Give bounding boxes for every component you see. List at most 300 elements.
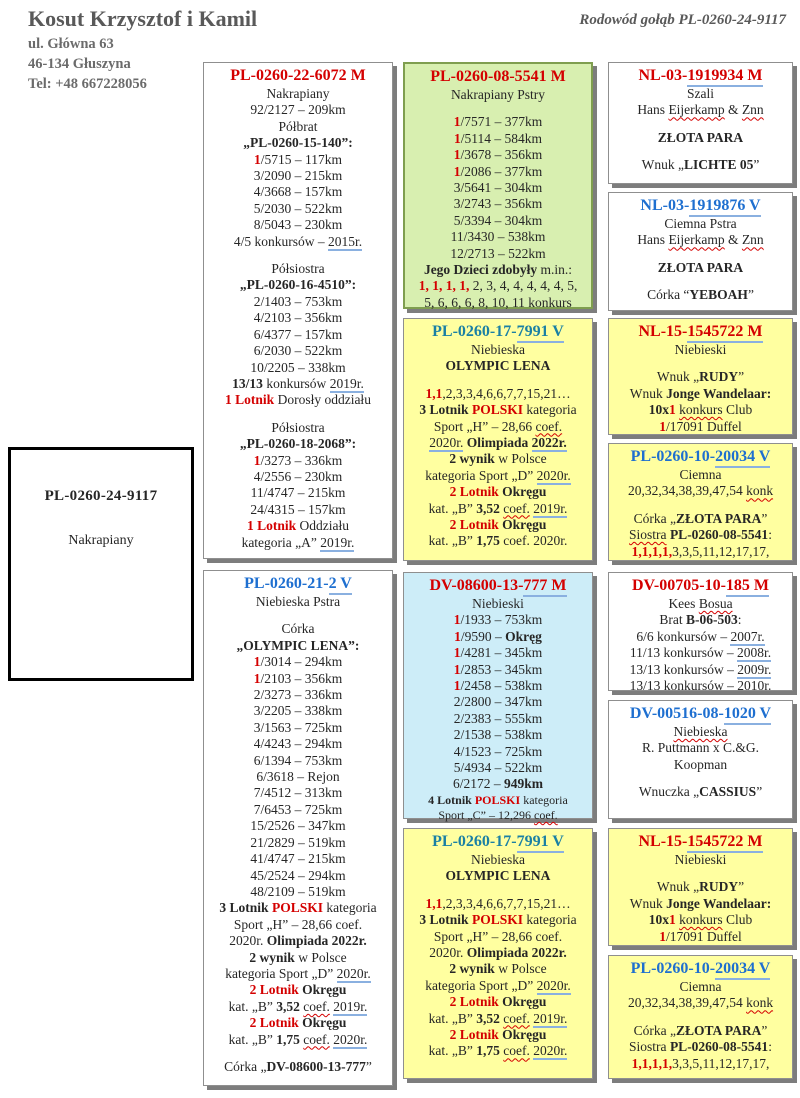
text-line — [611, 724, 790, 740]
text-segment: 2007r. — [730, 628, 765, 644]
text-segment: 185 M — [726, 577, 769, 597]
text-segment: NL-03- — [638, 67, 688, 84]
text-segment: 2020r. — [429, 945, 467, 961]
text-line — [206, 502, 390, 518]
text-segment: /17091 Duffel — [665, 928, 742, 944]
text-line — [206, 736, 390, 752]
text-segment: Niebieski — [472, 596, 524, 611]
text-line — [407, 180, 589, 196]
pedigree-box-PL-0260-10-20034-bottom — [608, 955, 793, 1079]
text-line — [406, 727, 590, 743]
text-line — [611, 544, 790, 560]
text-segment: kategoria — [522, 912, 577, 928]
text-segment: konkursów — [262, 375, 330, 391]
text-segment: 1 — [253, 151, 261, 167]
text-line — [406, 612, 590, 628]
text-segment: ” — [747, 287, 754, 303]
text-line — [611, 287, 790, 303]
text-segment: 1 — [659, 418, 666, 434]
text-line — [206, 409, 390, 420]
text-segment: coef. — [303, 1031, 330, 1047]
text-segment: Niebieska — [471, 342, 525, 357]
text-segment: Wnuk — [629, 895, 667, 911]
text-segment: 1919876 V — [689, 197, 760, 217]
text-segment: YEBOAH — [689, 287, 748, 303]
text-line — [406, 760, 590, 776]
text-segment: : — [737, 612, 742, 628]
text-line — [406, 994, 590, 1010]
text-line — [406, 912, 590, 928]
text-segment: Półsiostra — [271, 419, 325, 435]
text-segment: ZŁOTA PARA — [675, 1022, 762, 1038]
text-line — [206, 294, 390, 310]
text-segment: Okręgu — [498, 484, 547, 500]
text-line — [611, 369, 790, 385]
text-segment: Ciemna Pstra — [664, 216, 737, 231]
box-title — [406, 322, 590, 342]
text-segment: 3/2743 – 356km — [453, 196, 543, 212]
text-segment: Sport „H” – 28,66 coef. — [433, 928, 563, 944]
text-segment: Jonge Wandelaar: — [666, 385, 772, 401]
box-body — [611, 86, 790, 174]
text-segment: Koopman — [673, 756, 728, 772]
text-segment: 1 — [453, 645, 461, 661]
text-segment: /3273 – 336km — [260, 452, 343, 468]
text-segment: LICHTE 05 — [683, 157, 754, 173]
text-segment: 1 — [668, 402, 676, 418]
text-segment: 2 Lotnik — [449, 994, 499, 1010]
text-segment: 20034 V — [715, 448, 770, 468]
text-segment: 3,3,5,11,12,17,17, — [672, 1055, 770, 1071]
text-segment: 11/13 konkursów – — [629, 645, 737, 661]
text-segment: 2 wynik — [449, 961, 495, 977]
text-segment: ,2,3,3,4,6,6,7,7,15,21… — [442, 385, 571, 401]
text-line — [611, 527, 790, 543]
text-line — [406, 468, 590, 484]
text-line — [206, 518, 390, 534]
text-line — [206, 966, 390, 982]
text-line — [206, 119, 390, 135]
text-line — [611, 1012, 790, 1023]
text-segment: 2020r. — [336, 965, 371, 981]
text-segment: NL-15- — [638, 323, 688, 340]
text-segment: kat. „B” — [228, 998, 277, 1014]
text-segment: ” — [761, 510, 768, 526]
text-segment: DV-08600-13-777 — [266, 1058, 366, 1074]
text-segment: POLSKI — [474, 792, 521, 807]
subject-color: Nakrapiany — [68, 533, 134, 548]
text-segment: kategoria — [522, 402, 577, 418]
text-line — [611, 596, 790, 612]
box-title — [406, 832, 590, 852]
box-title — [206, 574, 390, 594]
text-segment: Wnuk — [629, 385, 667, 401]
text-segment: Wnuk „ — [641, 157, 684, 173]
text-segment: 777 M — [523, 577, 566, 597]
text-segment: 7991 V — [517, 323, 564, 343]
text-line — [206, 610, 390, 621]
pedigree-box-PL-0260-17-7991-top — [403, 318, 593, 561]
text-segment: 2020r. — [536, 467, 571, 483]
text-segment: Sport „C” – 12,296 — [438, 807, 534, 822]
text-segment: /1933 – 753km — [460, 612, 543, 628]
text-segment: /7571 – 377km — [460, 114, 543, 130]
text-segment: : — [768, 1039, 772, 1055]
text-line — [206, 535, 390, 551]
text-segment: kat. „B” — [428, 1010, 477, 1026]
text-segment: RUDY — [699, 879, 739, 895]
text-segment: Sport „H” – 28,66 coef. — [233, 916, 363, 932]
text-segment: 3/2090 – 215km — [253, 168, 343, 184]
text-segment: 13/13 — [232, 375, 263, 391]
text-line — [611, 402, 790, 418]
text-line — [206, 687, 390, 703]
text-segment: 5, 6, 6, 6, 8, 10, 11 konkurs — [424, 294, 572, 310]
text-segment: 1, 1, 1, 1, — [418, 278, 470, 294]
box-body — [406, 342, 590, 550]
text-line — [407, 213, 589, 229]
text-line — [407, 131, 589, 147]
text-segment: Córka „ — [633, 1022, 676, 1038]
text-line — [611, 119, 790, 130]
text-segment: konk — [746, 995, 774, 1011]
text-segment: Niebieska Pstra — [255, 594, 341, 609]
text-segment: 2020r. — [333, 1031, 368, 1047]
text-line — [406, 961, 590, 977]
text-segment: & — [724, 102, 742, 118]
text-segment: /2086 – 377km — [460, 163, 543, 179]
text-line — [611, 419, 790, 435]
text-segment: 2015r. — [327, 233, 363, 249]
text-segment: 2 Lotnik — [249, 1015, 299, 1031]
text-segment: OLYMPIC LENA — [445, 358, 551, 374]
text-segment: 2020r. — [229, 933, 267, 949]
text-segment: 3/5641 – 304km — [453, 180, 543, 196]
text-line — [206, 469, 390, 485]
text-segment: 1 — [253, 452, 261, 468]
text-line — [206, 327, 390, 343]
text-segment: 1,1 — [425, 895, 443, 911]
text-segment: 1 Lotnik — [225, 392, 275, 408]
text-segment: kategoria — [520, 792, 568, 807]
text-segment: 2019r. — [533, 1010, 568, 1026]
text-segment: 10x — [648, 402, 669, 418]
pedigree-box-NL-15-1545722-top — [608, 318, 793, 435]
owner-name: Kosut Krzysztof i Kamil — [28, 6, 258, 31]
text-segment: PL-0260-17- — [432, 323, 517, 340]
text-segment: Eijerkamp — [668, 232, 725, 248]
box-body — [206, 86, 390, 551]
text-line — [406, 517, 590, 533]
text-segment: POLSKI — [271, 900, 323, 916]
text-segment: 2020r. — [533, 1043, 568, 1059]
text-segment: 2/1538 – 538km — [453, 727, 543, 743]
text-segment: Jonge Wandelaar: — [666, 895, 772, 911]
text-segment: 3,52 — [276, 998, 300, 1014]
text-segment: Wnuk „ — [656, 879, 700, 895]
text-segment: kat. „B” — [428, 533, 477, 549]
text-segment: Niebieski — [674, 342, 727, 357]
text-line — [206, 436, 390, 452]
text-segment: 1545722 M — [687, 833, 762, 853]
text-segment: Ciemna — [679, 979, 722, 994]
pedigree-box-NL-15-1545722-bottom — [608, 828, 793, 946]
text-segment: CASSIUS — [699, 784, 757, 800]
text-line — [406, 533, 590, 549]
text-line — [611, 157, 790, 173]
text-segment: Niebieska — [471, 852, 525, 867]
text-line — [206, 201, 390, 217]
text-segment: 2 Lotnik — [449, 517, 499, 533]
text-segment: 12/2713 – 522km — [450, 245, 546, 261]
text-segment: „PL-0260-15-140”: — [243, 135, 353, 151]
text-segment: 1,75 — [476, 533, 500, 549]
text-line — [406, 776, 590, 792]
text-segment: PL-0260-10- — [630, 960, 716, 977]
text-segment: POLSKI — [471, 912, 523, 928]
text-segment: POLSKI — [471, 402, 523, 418]
text-segment: ” — [365, 1058, 372, 1074]
text-segment: /17091 Duffel — [665, 418, 742, 434]
text-line — [611, 879, 790, 895]
box-body — [206, 594, 390, 1075]
text-line — [206, 638, 390, 654]
text-line — [406, 1043, 590, 1059]
text-segment: konkurs — [679, 912, 723, 928]
text-segment: 10/2205 – 338km — [250, 359, 346, 375]
text-line — [406, 744, 590, 760]
text-segment: Wnuk „ — [656, 369, 700, 385]
text-segment: 2, 3, 4, 4, 4, 4, 4, 5, — [469, 278, 578, 294]
text-segment: 7/4512 – 313km — [253, 785, 343, 801]
text-segment: 11/3430 – 538km — [450, 229, 546, 245]
text-segment: : — [768, 527, 772, 543]
text-line — [206, 982, 390, 998]
text-line — [407, 196, 589, 212]
text-segment: 4/4243 – 294km — [253, 736, 343, 752]
text-line — [406, 435, 590, 451]
text-segment: 2/2800 – 347km — [453, 694, 543, 710]
text-segment: 2 Lotnik — [449, 484, 499, 500]
box-body — [611, 596, 790, 694]
box-title — [611, 66, 790, 86]
text-segment: 2 wynik — [449, 451, 495, 467]
text-segment: Olimpiada 2022r. — [466, 945, 567, 961]
text-line — [611, 773, 790, 784]
text-segment: 2 Lotnik — [449, 1027, 499, 1043]
text-line — [406, 484, 590, 500]
text-segment: 1 — [253, 670, 261, 686]
text-segment: Wnuczka „ — [638, 784, 700, 800]
text-line — [611, 868, 790, 879]
text-segment: kat. „B” — [228, 1031, 277, 1047]
text-segment: m.in.: — [537, 262, 573, 278]
text-segment: 5/4934 – 522km — [453, 760, 543, 776]
text-segment: coef. — [503, 500, 530, 516]
text-segment: Bosua — [698, 596, 733, 611]
text-segment: coef. 2020r. — [499, 533, 568, 549]
text-line — [206, 720, 390, 736]
text-line — [611, 612, 790, 628]
text-line — [206, 86, 390, 102]
text-line — [206, 884, 390, 900]
text-line — [611, 1023, 790, 1039]
text-segment: 45/2524 – 294km — [250, 867, 346, 883]
text-segment: 15/2526 – 347km — [250, 818, 346, 834]
text-segment: Olimpiada — [466, 435, 532, 451]
text-segment: 5/3394 – 304km — [453, 212, 543, 228]
text-line — [206, 1059, 390, 1075]
text-line — [611, 249, 790, 260]
box-title — [206, 66, 390, 86]
text-segment: 1020 V — [724, 705, 771, 725]
text-line — [406, 645, 590, 661]
text-segment: ” — [753, 157, 760, 173]
text-segment: 1 — [453, 147, 461, 163]
text-segment: Okręgu — [498, 517, 547, 533]
text-segment: 41/4747 – 215km — [250, 851, 346, 867]
text-line — [206, 420, 390, 436]
text-line — [406, 694, 590, 710]
owner-address-city: 46-134 Głuszyna — [28, 56, 131, 72]
box-title — [611, 832, 790, 852]
text-line — [611, 662, 790, 678]
pedigree-box-NL-03-1919876 — [608, 192, 793, 311]
text-line — [406, 342, 590, 358]
text-segment: w Polsce — [494, 451, 547, 467]
text-segment: 7991 V — [517, 833, 564, 853]
box-body — [611, 216, 790, 304]
text-segment: 2 Lotnik — [249, 982, 299, 998]
text-segment: Jego Dzieci zdobyły — [423, 262, 538, 278]
text-segment: PL-0260-22-6072 M — [230, 67, 366, 84]
pedigree-box-DV-00516-08-1020 — [608, 700, 793, 819]
text-segment: ZŁOTA PARA — [657, 259, 744, 275]
text-segment: /5114 – 584km — [460, 130, 542, 146]
text-line — [206, 152, 390, 168]
box-body — [611, 724, 790, 801]
text-segment: 2 V — [329, 575, 352, 595]
box-title — [406, 576, 590, 596]
text-segment: PL-0260-10- — [630, 448, 716, 465]
text-segment: 8/5043 – 230km — [253, 217, 343, 233]
text-line — [206, 102, 390, 118]
text-segment: kategoria Sport „D” — [425, 977, 537, 993]
text-segment: Niebieska — [673, 724, 728, 739]
text-segment: kategoria „A” — [241, 534, 321, 550]
text-line — [206, 485, 390, 501]
text-segment: 1545722 M — [687, 323, 762, 343]
text-segment: Półsiostra — [271, 261, 325, 277]
text-segment: coef. — [503, 1043, 530, 1059]
text-segment: R. Puttmann x C.&G. — [641, 740, 759, 756]
text-segment: 3,52 — [476, 1010, 500, 1026]
text-segment: Hans — [637, 102, 669, 118]
text-line — [407, 262, 589, 278]
text-segment: /5715 – 117km — [260, 151, 342, 167]
text-line — [206, 250, 390, 261]
text-line — [611, 645, 790, 661]
text-segment: 3 Lotnik — [419, 402, 472, 418]
text-line — [206, 217, 390, 233]
pedigree-box-DV-00705-10-185 — [608, 572, 793, 694]
text-segment: Club — [722, 402, 753, 418]
text-line — [611, 896, 790, 912]
text-segment: kat. „B” — [428, 500, 477, 516]
text-segment: 6/6 konkursów – — [636, 628, 731, 644]
text-line — [206, 310, 390, 326]
owner-phone: Tel: +48 667228056 — [28, 76, 147, 92]
text-segment: 2020r. — [536, 977, 571, 993]
text-line — [407, 103, 589, 114]
text-line — [206, 999, 390, 1015]
text-line — [406, 793, 590, 808]
text-segment: 2 wynik — [249, 949, 295, 965]
text-segment: /2103 – 356km — [260, 670, 343, 686]
text-segment: Eijerkamp — [668, 102, 725, 118]
text-segment: „OLYMPIC LENA”: — [236, 637, 360, 653]
text-segment: DV-00516-08- — [629, 705, 724, 722]
text-segment: 6/1394 – 753km — [253, 752, 343, 768]
text-line — [407, 295, 589, 311]
text-line — [206, 933, 390, 949]
text-line — [206, 835, 390, 851]
text-line — [611, 1056, 790, 1072]
text-segment: Okręg — [505, 628, 542, 644]
box-title — [611, 576, 790, 596]
text-segment: 3/2205 – 338km — [253, 703, 343, 719]
text-segment: /9590 – — [460, 628, 506, 644]
text-line — [206, 168, 390, 184]
text-line — [611, 386, 790, 402]
text-segment: PL-0260-17- — [432, 833, 517, 850]
text-segment: Znn — [741, 232, 764, 248]
text-line — [611, 216, 790, 232]
text-segment: coef. — [303, 998, 330, 1014]
text-line — [406, 386, 590, 402]
box-title — [407, 67, 589, 87]
text-segment: Niebieski — [674, 852, 727, 867]
text-line — [206, 671, 390, 687]
text-line — [206, 654, 390, 670]
subject-box — [8, 447, 194, 681]
text-segment: 1 — [453, 130, 461, 146]
text-segment: 48/2109 – 519km — [250, 883, 346, 899]
text-segment: Córka “ — [647, 287, 690, 303]
text-segment: 6/3618 – Rejon — [256, 769, 340, 785]
text-segment: /2853 – 345km — [460, 661, 543, 677]
text-line — [406, 808, 590, 823]
pedigree-box-PL-0260-22-6072 — [203, 62, 393, 559]
text-line — [406, 1027, 590, 1043]
text-segment: NL-15- — [638, 833, 688, 850]
text-segment: 7/6453 – 725km — [253, 801, 343, 817]
text-segment: 4/2103 – 356km — [253, 310, 343, 326]
text-segment: PL-0260-08-5541 — [669, 1039, 769, 1055]
text-segment: /2458 – 538km — [460, 678, 543, 694]
text-segment: 3/1563 – 725km — [253, 719, 343, 735]
text-segment: DV-00705-10- — [631, 577, 726, 594]
text-segment: 1 — [453, 678, 461, 694]
text-segment: kat. „B” — [428, 1043, 477, 1059]
text-segment: ,2,3,3,4,6,6,7,7,15,21… — [442, 895, 571, 911]
text-segment: 2/1403 – 753km — [253, 293, 343, 309]
text-segment: 4/3668 – 157km — [253, 184, 343, 200]
text-segment: PL-0260-21- — [244, 575, 329, 592]
text-segment: /4281 – 345km — [460, 645, 543, 661]
text-line — [611, 276, 790, 287]
text-segment: B-06-503 — [686, 612, 738, 628]
